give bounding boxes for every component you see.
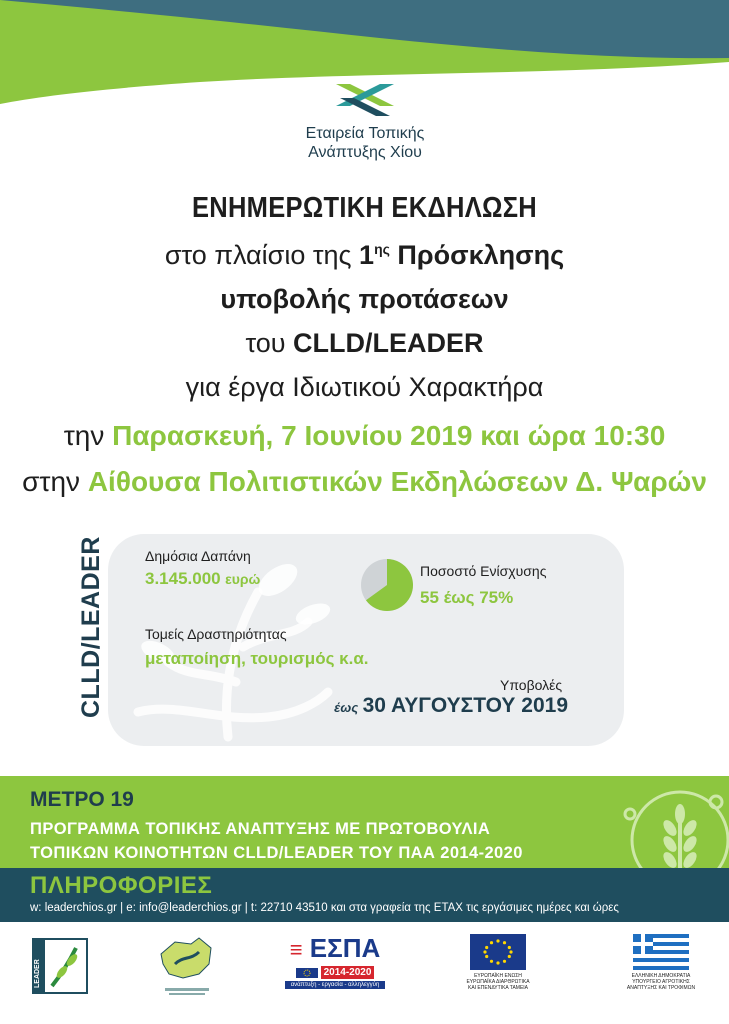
event-date: Παρασκευή, 7 Ιουνίου 2019 και ώρα 10:30 [112,420,666,451]
invitation-ordinal: ης [374,241,390,257]
measure-title: ΜΕΤΡΟ 19 [30,788,134,811]
logo-text-line1: Εταιρεία Τοπικής [305,125,425,142]
event-line-scope: για έργα Ιδιωτικού Χαρακτήρα [185,372,544,402]
event-date-line [0,420,729,452]
espa-title: ΕΣΠΑ [309,933,381,963]
aid-value: 55 έως 75% [420,588,514,607]
measure-line1: ΠΡΟΓΡΑΜΜΑ ΤΟΠΙΚΗΣ ΑΝΑΠΤΥΞΗΣ ΜΕ ΠΡΩΤΟΒΟΥΛΙΑ [30,820,491,838]
leader-logo-text: LEADER [34,959,41,988]
eu-flag-icon [470,934,526,970]
side-label-text: CLLD/LEADER [77,536,105,718]
eu-logo [458,934,538,991]
info-band [0,868,729,922]
event-line-proposals: υποβολής προτάσεων [220,284,509,314]
aid-label: Ποσοστό Ενίσχυσης [420,563,547,579]
info-title: ΠΛΗΡΟΦΟΡΙΕΣ [30,872,213,899]
sectors-label: Τομείς Δραστηριότητας [145,626,287,642]
event-venue-line [0,466,729,498]
espa-logo [285,934,385,989]
gr-text3: ΑΝΑΠΤΥΞΗΣ ΚΑΙ ΤΡΟΦΙΜΩΝ [626,985,696,991]
region-map-icon [155,934,219,998]
deadline-prefix: έως [334,700,359,715]
greek-flag-icon [633,934,689,970]
invitation-prefix: στο πλαίσιο της [164,240,360,270]
event-title: ΕΝΗΜΕΡΩΤΙΚΗ ΕΚΔΗΛΩΣΗ [191,192,538,224]
program-prefix: του [245,328,294,358]
espa-years: 2014-2020 [321,966,375,979]
leader-logo [32,938,88,999]
budget-amount [145,569,260,589]
budget-label: Δημόσια Δαπάνη [145,548,251,564]
aid-percentage-pie-icon [360,558,414,612]
deadline-label: Υποβολές [500,677,563,693]
eu-text2: ΕΥΡΩΠΑΪΚΑ ΔΙΑΡΘΡΩΤΙΚΑ [466,979,530,985]
budget-value: 3.145.000 [145,569,221,588]
venue-prefix: στην [22,466,88,497]
greek-ministry-logo [622,934,700,991]
eu-text3: ΚΑΙ ΕΠΕΝΔΥΤΙΚΑ ΤΑΜΕΙΑ [467,985,529,991]
clld-leader-side-label [63,536,123,726]
eu-mini-flag-icon [296,968,318,978]
budget-unit: ευρώ [225,571,261,587]
region-map-logo [155,934,219,1003]
etax-logo-mark-icon [334,80,396,120]
deadline-line [330,694,568,718]
sectors-value: μεταποίηση, τουρισμός κ.α. [145,649,369,668]
invitation-word: Πρόσκλησης [389,240,565,270]
event-line-program [0,328,729,359]
wheat-emblem-icon [608,778,729,868]
logo-text-line2: Ανάπτυξης Χίου [308,144,422,161]
event-line-invitation [0,240,729,271]
gr-text2: ΥΠΟΥΡΓΕΙΟ ΑΓΡΟΤΙΚΗΣ [632,979,690,985]
gr-text1: ΕΛΛΗΝΙΚΗ ΔΗΜΟΚΡΑΤΙΑ [631,973,691,979]
leader-logo-icon [32,938,88,994]
measure-band [0,776,729,868]
deadline-date: 30 ΑΥΓΟΥΣΤΟΥ 2019 [362,694,568,717]
event-venue: Αίθουσα Πολιτιστικών Εκδηλώσεων Δ. Ψαρών [87,466,707,497]
date-prefix: την [63,420,113,451]
etax-logo [275,80,455,162]
measure-line2: ΤΟΠΙΚΩΝ ΚΟΙΝΟΤΗΤΩΝ CLLD/LEADER ΤΟΥ ΠΑΑ 2014-2020 [30,844,523,862]
program-name: CLLD/LEADER [293,328,484,358]
invitation-number: 1 [359,240,375,270]
espa-slogan: ανάπτυξη - εργασία - αλληλεγγύη [285,981,385,989]
eu-text1: ΕΥΡΩΠΑΪΚΗ ΕΝΩΣΗ [474,973,522,979]
espa-flag-icon: ≡ [289,937,303,962]
info-contact-line: w: leaderchios.gr | e: info@leaderchios.gr | t: 22710 43510 και στα γραφεία της ΕΤΑΧ τις εργάσιμες ημέρες και ώρες [30,902,619,914]
